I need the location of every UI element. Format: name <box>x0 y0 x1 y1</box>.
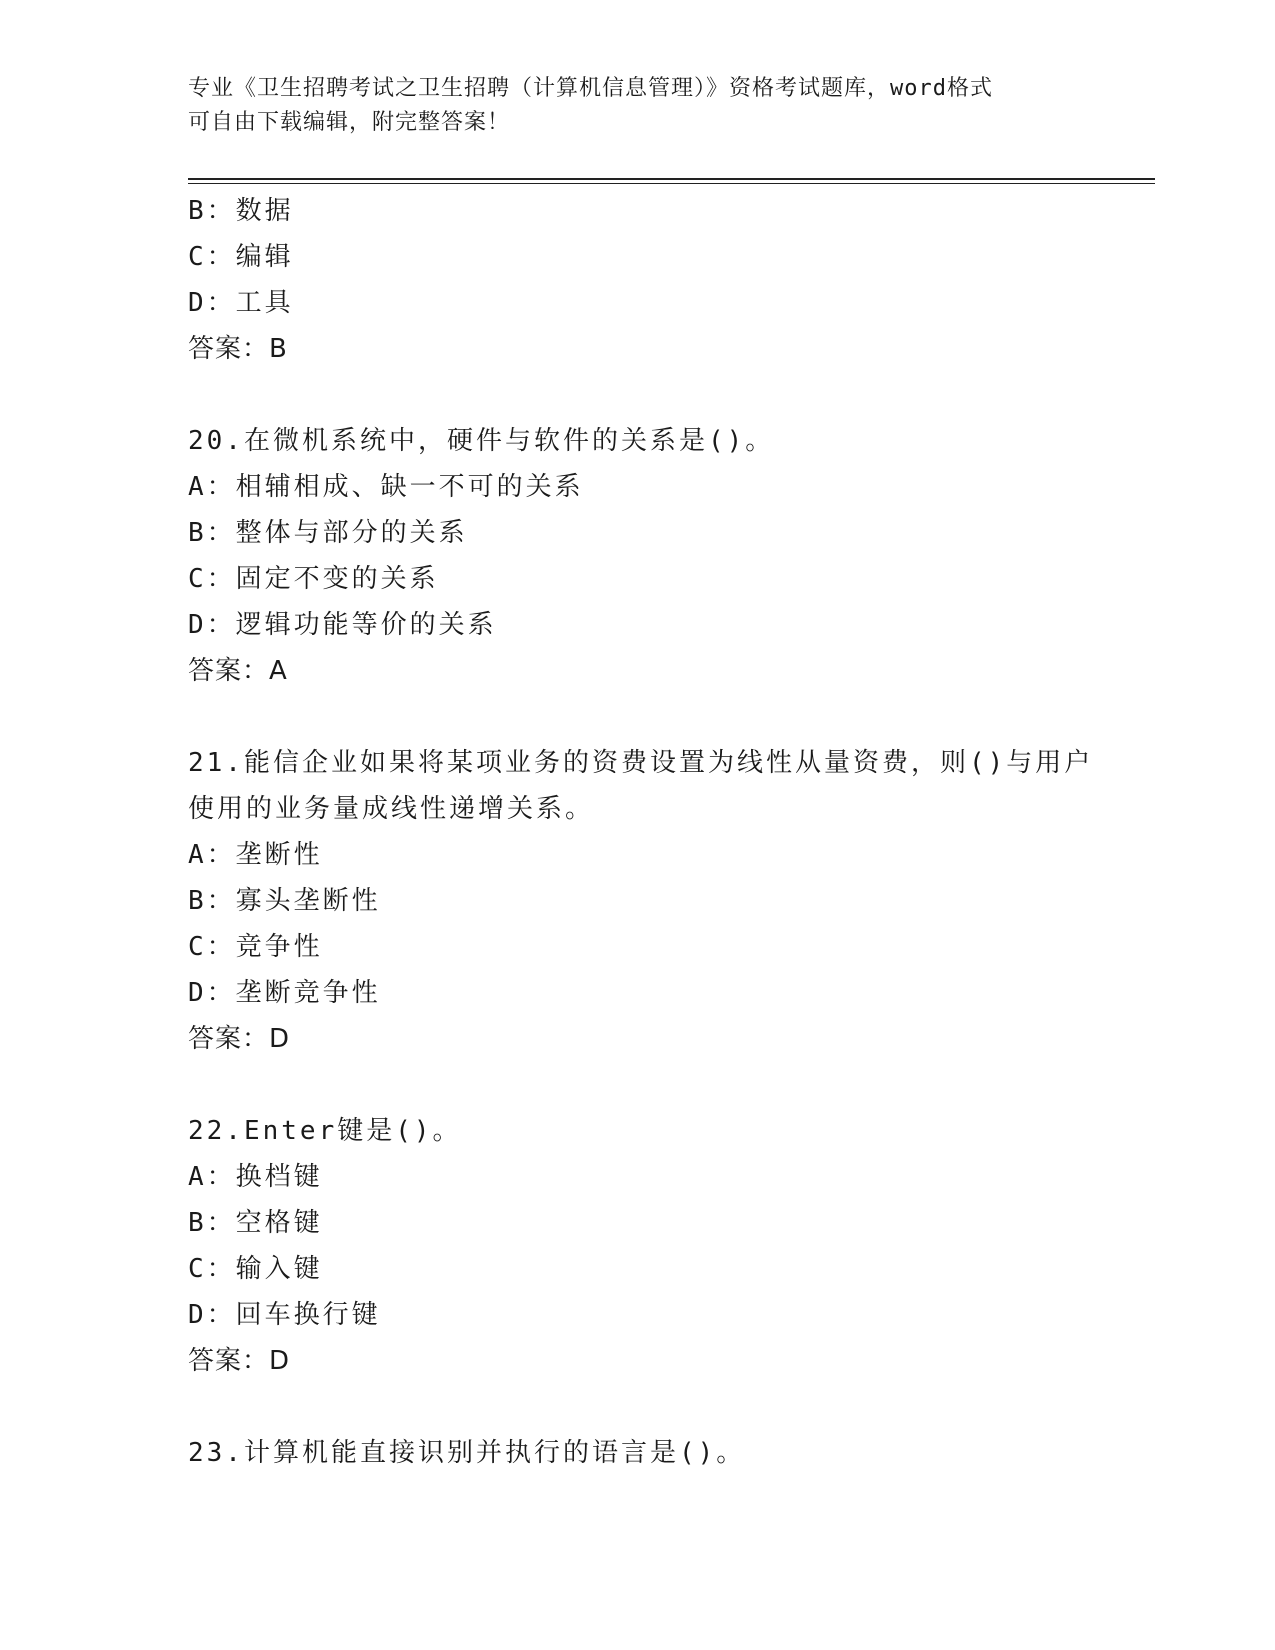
question-21 <box>188 740 1094 1062</box>
answer-line: 答案：D <box>188 1024 291 1054</box>
option-d: D：垄断竞争性 <box>188 978 381 1008</box>
question-text-line-1: 21.能信企业如果将某项业务的资费设置为线性从量资费，则()与用户 <box>188 748 1094 778</box>
option-b: B：数据 <box>188 196 294 226</box>
question-text-line-2: 使用的业务量成线性递增关系。 <box>188 794 595 824</box>
question-text: 22.Enter键是()。 <box>188 1116 462 1146</box>
question-text: 23.计算机能直接识别并执行的语言是()。 <box>188 1438 746 1468</box>
question-19-tail <box>188 188 1088 372</box>
header-divider <box>188 178 1155 184</box>
spacer <box>188 694 1088 740</box>
question-22 <box>188 1108 1088 1384</box>
spacer <box>188 372 1088 418</box>
option-a: A：垄断性 <box>188 840 323 870</box>
document-header <box>188 72 1068 140</box>
spacer <box>188 1062 1088 1108</box>
option-b: B：整体与部分的关系 <box>188 518 468 548</box>
option-c: C：输入键 <box>188 1254 323 1284</box>
document-body <box>188 188 1094 1476</box>
option-d: D：工具 <box>188 288 294 318</box>
answer-line: 答案：B <box>188 334 288 364</box>
option-b: B：寡头垄断性 <box>188 886 381 916</box>
answer-line: 答案：A <box>188 656 288 686</box>
answer-line: 答案：D <box>188 1346 291 1376</box>
option-a: A：换档键 <box>188 1162 323 1192</box>
option-d: D：逻辑功能等价的关系 <box>188 610 497 640</box>
option-b: B：空格键 <box>188 1208 323 1238</box>
option-d: D：回车换行键 <box>188 1300 381 1330</box>
header-line-1: 专业《卫生招聘考试之卫生招聘（计算机信息管理）》资格考试题库，word格式 <box>188 76 993 101</box>
header-line-2: 可自由下载编辑，附完整答案！ <box>188 110 511 135</box>
option-a: A：相辅相成、缺一不可的关系 <box>188 472 584 502</box>
spacer <box>188 1384 1088 1430</box>
question-20 <box>188 418 1088 694</box>
option-c: C：固定不变的关系 <box>188 564 439 594</box>
question-text: 20.在微机系统中，硬件与软件的关系是()。 <box>188 426 775 456</box>
option-c: C：竞争性 <box>188 932 323 962</box>
question-23 <box>188 1430 1088 1476</box>
option-c: C：编辑 <box>188 242 294 272</box>
